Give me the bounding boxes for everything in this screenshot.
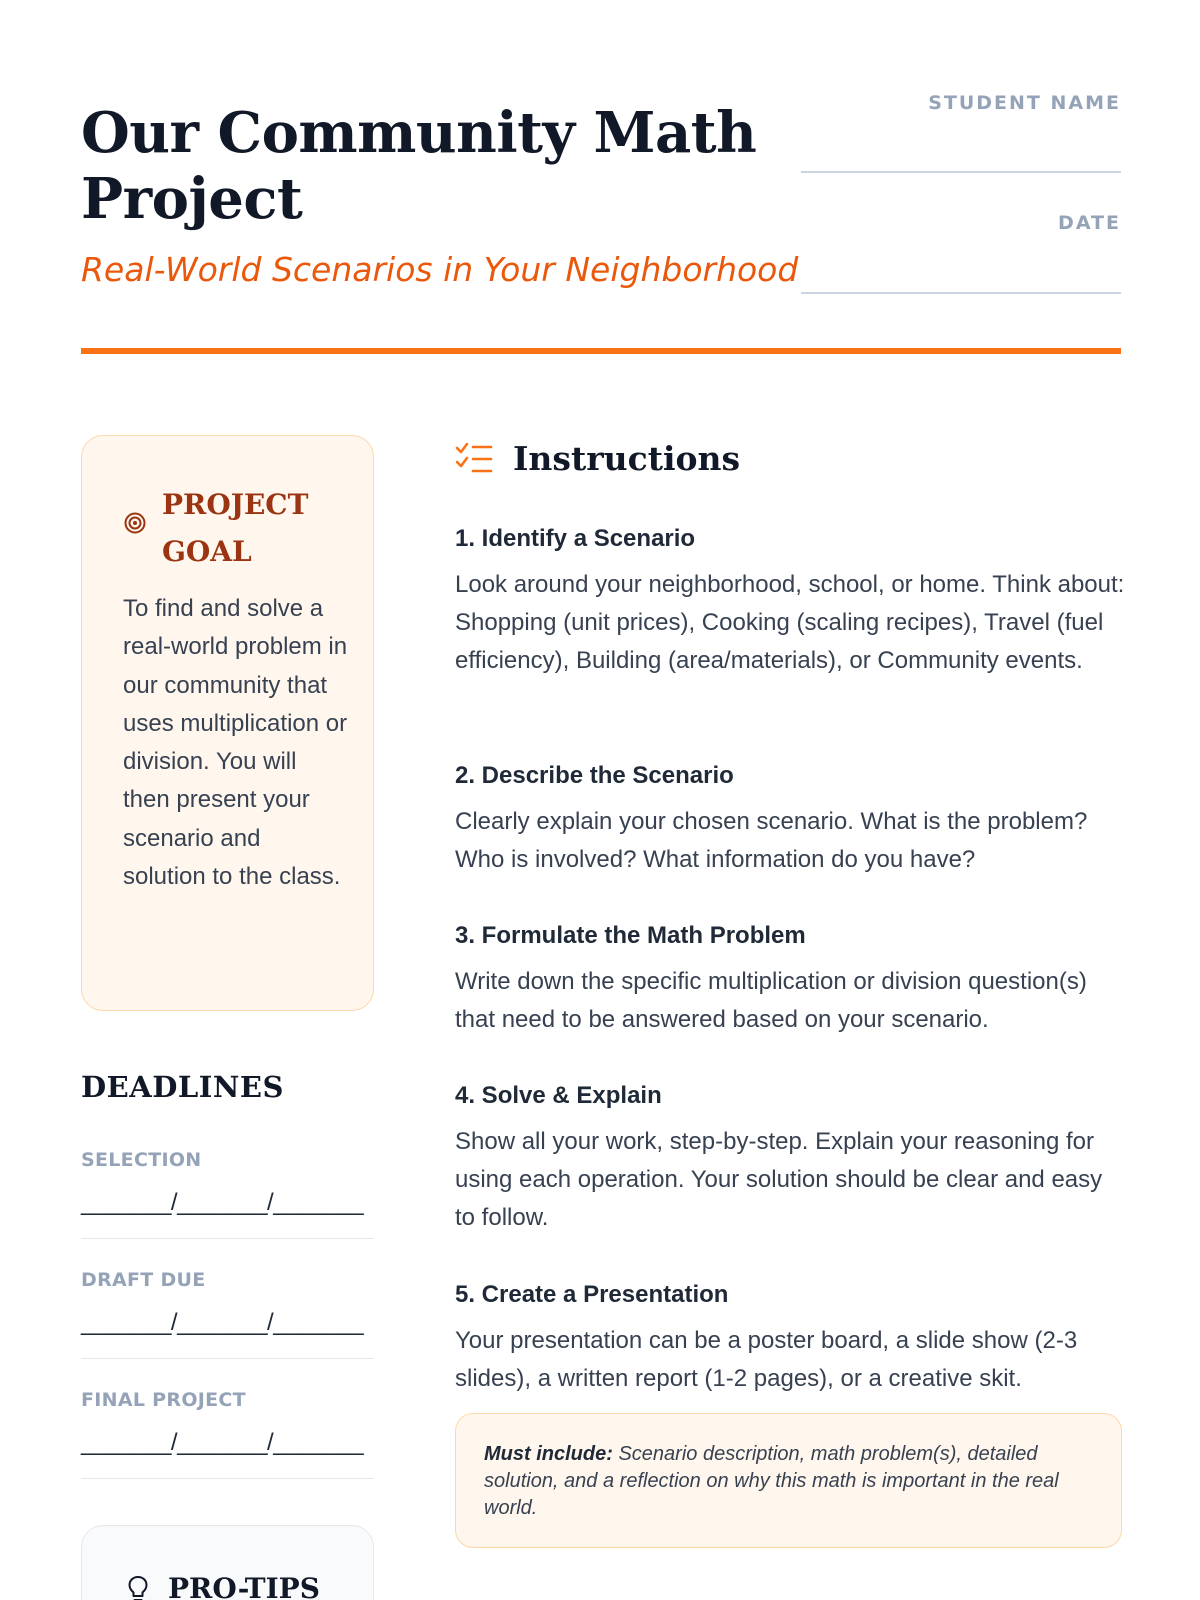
- deadline-label: FINAL PROJECT: [81, 1389, 246, 1411]
- page-subtitle: Real-World Scenarios in Your Neighborhood: [81, 250, 799, 289]
- deadline-draft-due[interactable]: [81, 1269, 374, 1359]
- project-goal-text: To find and solve a real-world problem in our community that uses multiplication or division. You will then present your scenario and solution to the class.: [123, 595, 348, 891]
- instruction-step: [455, 1280, 1125, 1398]
- deadline-label: SELECTION: [81, 1149, 202, 1171]
- instruction-step: [455, 524, 1125, 680]
- target-icon: [124, 512, 146, 534]
- date-field[interactable]: [801, 173, 1121, 294]
- step-title: 5. Create a Presentation: [455, 1281, 729, 1308]
- must-include-callout: [455, 1413, 1122, 1548]
- instructions-title: Instructions: [513, 439, 741, 478]
- step-body: Clearly explain your chosen scenario. What is the problem? Who is involved? What information do you have?: [455, 808, 1088, 873]
- instruction-step: [455, 921, 1125, 1039]
- step-title: 4. Solve & Explain: [455, 1082, 662, 1109]
- deadline-final-project[interactable]: [81, 1389, 374, 1479]
- step-title: 2. Describe the Scenario: [455, 762, 734, 789]
- deadline-date-blank: _______/_______/_______: [81, 1309, 364, 1336]
- step-body: Look around your neighborhood, school, or home. Think about: Shopping (unit prices), Cooking (scaling recipes), Travel (fuel efficiency), Building (area/materials), or Community events.: [455, 571, 1125, 674]
- pro-tips-title: PRO-TIPS: [168, 1572, 320, 1600]
- deadline-date-blank: _______/_______/_______: [81, 1429, 364, 1456]
- instruction-step: [455, 761, 1125, 879]
- date-label: DATE: [1058, 212, 1121, 234]
- project-goal-title: PROJECT GOAL: [162, 488, 309, 568]
- project-goal-card: [81, 435, 374, 1011]
- lightbulb-icon: [127, 1575, 149, 1600]
- must-include-text: Scenario description, math problem(s), detailed solution, and a reflection on why this math is important in the real world.: [484, 1443, 1059, 1519]
- step-body: Write down the specific multiplication or division question(s) that need to be answered based on your scenario.: [455, 968, 1087, 1033]
- deadline-label: DRAFT DUE: [81, 1269, 206, 1291]
- step-title: 1. Identify a Scenario: [455, 525, 696, 552]
- must-include-label: Must include:: [484, 1443, 613, 1465]
- step-body: Show all your work, step-by-step. Explain your reasoning for using each operation. Your solution should be clear and easy to follow.: [455, 1128, 1103, 1231]
- pro-tips-card: [81, 1525, 374, 1600]
- step-body: Your presentation can be a poster board, a slide show (2-3 slides), a written report (1-2 pages), or a creative skit.: [455, 1327, 1078, 1392]
- checklist-icon: [455, 443, 493, 475]
- header-divider: [81, 348, 1121, 354]
- instruction-step: [455, 1081, 1125, 1237]
- deadlines-title: DEADLINES: [81, 1070, 284, 1104]
- page-title: Our Community Math Project: [81, 100, 757, 232]
- step-title: 3. Formulate the Math Problem: [455, 922, 806, 949]
- deadline-selection[interactable]: [81, 1149, 374, 1239]
- student-name-field[interactable]: [801, 53, 1121, 173]
- student-name-label: STUDENT NAME: [928, 92, 1121, 114]
- deadline-date-blank: _______/_______/_______: [81, 1189, 364, 1216]
